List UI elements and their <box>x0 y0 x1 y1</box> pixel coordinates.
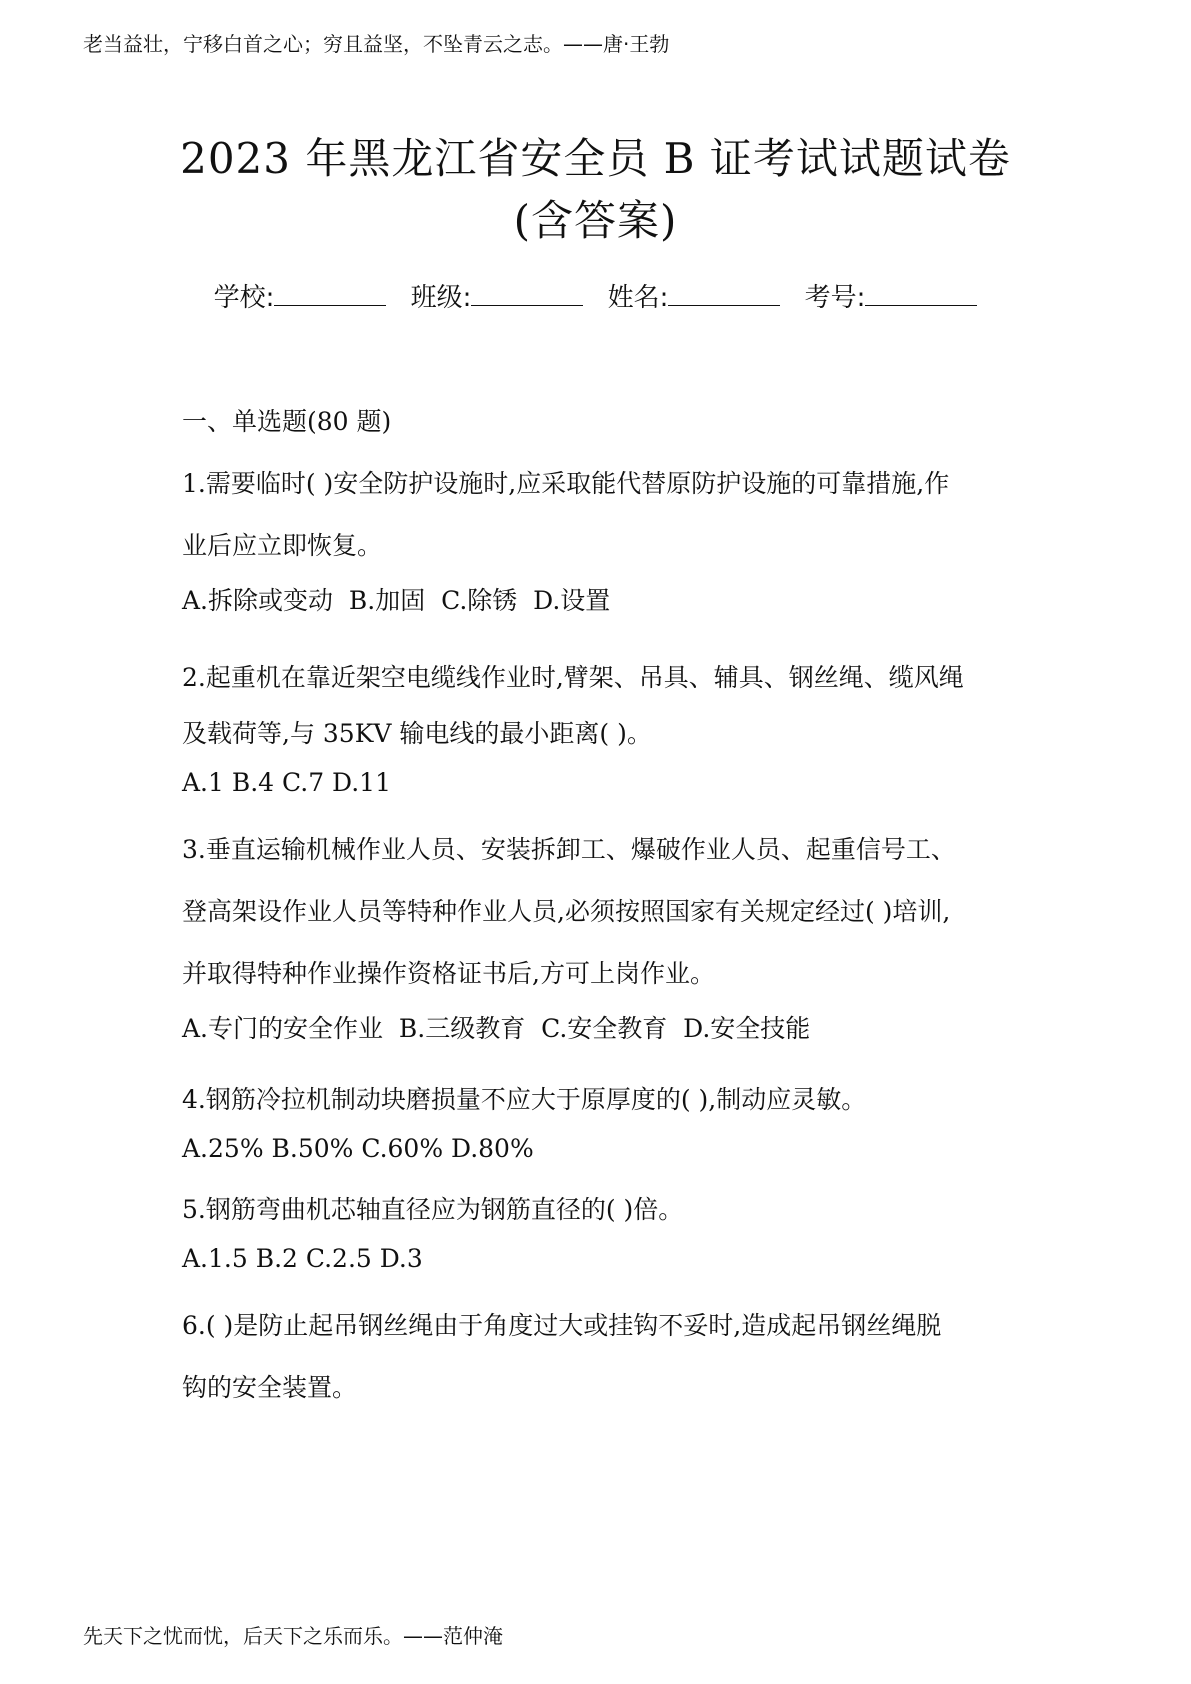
question-3-stem-line-3: 并取得特种作业操作资格证书后,方可上岗作业。 <box>182 959 715 988</box>
question-5-options: A.1.5 B.2 C.2.5 D.3 <box>182 1244 423 1273</box>
name-field <box>608 278 781 318</box>
class-blank <box>471 279 583 306</box>
school-label: 学校: <box>213 283 275 313</box>
question-content <box>182 405 1022 1419</box>
student-info-line <box>0 278 1191 318</box>
class-field <box>411 278 584 318</box>
exam-no-field <box>805 278 978 318</box>
question-6-stem-line-1: 6.( )是防止起吊钢丝绳由于角度过大或挂钩不妥时,造成起吊钢丝绳脱 <box>182 1311 942 1340</box>
question-5 <box>182 1185 1022 1281</box>
section-heading: 一、单选题(80 题) <box>182 407 392 436</box>
title-line-2: (含答案) <box>513 196 678 245</box>
school-field <box>214 278 387 318</box>
class-label: 班级: <box>410 283 472 313</box>
name-label: 姓名: <box>607 283 669 313</box>
question-2-stem-line-2: 及载荷等,与 35KV 输电线的最小距离( )。 <box>182 719 652 748</box>
header-quote: 老当益壮，宁移白首之心；穷且益坚，不坠青云之志。——唐·王勃 <box>83 32 670 56</box>
question-3-stem-line-2: 登高架设作业人员等特种作业人员,必须按照国家有关规定经过( )培训, <box>182 897 951 926</box>
question-4-stem-line-1: 4.钢筋冷拉机制动块磨损量不应大于原厚度的( ),制动应灵敏。 <box>182 1085 867 1114</box>
question-3-stem-line-1: 3.垂直运输机械作业人员、安装拆卸工、爆破作业人员、起重信号工、 <box>182 835 956 864</box>
question-6 <box>182 1295 1022 1419</box>
title-line-1: 2023 年黑龙江省安全员 B 证考试试题试卷 <box>180 134 1011 183</box>
question-1-stem-line-1: 1.需要临时( )安全防护设施时,应采取能代替原防护设施的可靠措施,作 <box>182 469 950 498</box>
exam-no-blank <box>865 279 977 306</box>
question-4-options: A.25% B.50% C.60% D.80% <box>182 1134 534 1163</box>
question-1-options: A.拆除或变动 B.加固 C.除锈 D.设置 <box>182 586 611 615</box>
footer-quote: 先天下之忧而忧，后天下之乐而乐。——范仲淹 <box>83 1624 503 1648</box>
question-4 <box>182 1075 1022 1171</box>
question-2 <box>182 647 1022 805</box>
name-blank <box>668 279 780 306</box>
question-2-stem-line-1: 2.起重机在靠近架空电缆线作业时,臂架、吊具、辅具、钢丝绳、缆风绳 <box>182 663 964 692</box>
school-blank <box>274 279 386 306</box>
question-1 <box>182 453 1022 623</box>
document-title <box>0 128 1191 252</box>
question-3 <box>182 819 1022 1051</box>
question-3-options: A.专门的安全作业 B.三级教育 C.安全教育 D.安全技能 <box>182 1014 811 1043</box>
question-2-options: A.1 B.4 C.7 D.11 <box>182 768 391 797</box>
question-6-stem-line-2: 钩的安全装置。 <box>182 1373 358 1402</box>
question-1-stem-line-2: 业后应立即恢复。 <box>182 531 383 560</box>
exam-no-label: 考号: <box>804 283 866 313</box>
question-5-stem-line-1: 5.钢筋弯曲机芯轴直径应为钢筋直径的( )倍。 <box>182 1195 684 1224</box>
